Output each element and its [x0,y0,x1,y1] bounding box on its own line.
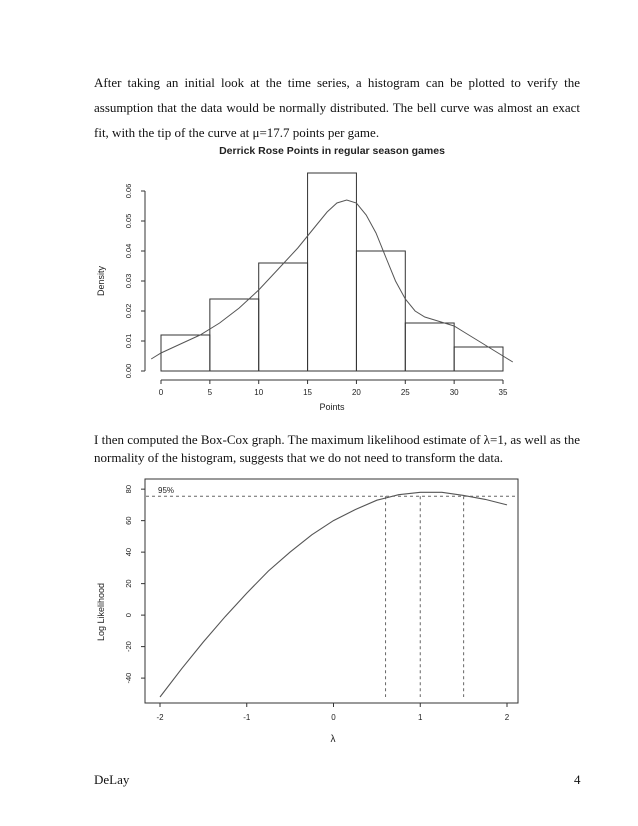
histogram-x-tick-label: 35 [498,388,508,397]
histogram-y-tick-label: 0.02 [124,303,133,319]
log-likelihood-curve [160,492,507,697]
boxcox-y-tick-label: 40 [124,547,133,557]
histogram-title: Derrick Rose Points in regular season games [219,145,445,157]
histogram-x-tick-label: 30 [449,388,459,397]
histogram-y-tick-label: 0.06 [124,183,133,199]
boxcox-x-tick-label: -1 [243,713,251,722]
histogram-bar [210,299,259,371]
boxcox-x-tick-label: 2 [504,713,510,722]
boxcox-chart [0,472,638,750]
boxcox-plot-area [124,479,518,722]
boxcox-y-tick-label: 80 [124,484,133,494]
histogram-bar [308,173,357,371]
histogram-x-tick-label: 0 [158,388,164,397]
boxcox-y-tick-label: 60 [124,516,133,525]
histogram-y-tick-label: 0.03 [124,273,133,289]
boxcox-x-tick-label: -2 [156,713,164,722]
histogram-y-tick-label: 0.04 [124,243,133,259]
footer-author: DeLay [94,772,130,787]
histogram-x-tick-label: 25 [400,388,410,397]
intro-paragraph: After taking an initial look at the time series, a histogram can be plotted to verify the assumption that the data would be normally distributed. The bell curve was almost an exact fit, with the tip of the curve at μ=17.7 points per game. [94,75,580,140]
histogram-y-tick-label: 0.05 [124,213,133,229]
histogram-bar [454,347,503,371]
boxcox-y-tick-label: -40 [124,672,133,684]
histogram-plot-area [124,173,513,397]
boxcox-y-tick-label: 20 [124,579,133,588]
histogram-x-tick-label: 15 [303,388,313,397]
ci-label: 95% [158,486,175,496]
boxcox-paragraph: I then computed the Box-Cox graph. The maximum likelihood estimate of λ=1, as well as the normality of the histogram, suggests that we do not need to transform the data. [94,432,580,465]
histogram-x-tick-label: 20 [351,388,361,397]
density-curve [151,200,513,362]
histogram-bar [161,335,210,371]
histogram-bar [356,251,405,371]
histogram-y-tick-label: 0.01 [124,333,133,349]
boxcox-y-axis-label: Log Likelihood [96,582,106,642]
histogram-x-axis-label: Points [319,402,345,412]
histogram-x-tick-label: 10 [254,388,264,397]
boxcox-x-tick-label: 0 [331,713,336,722]
histogram-bar [259,263,308,371]
boxcox-y-tick-label: 0 [124,613,133,618]
boxcox-x-axis-label: λ [330,734,336,745]
histogram-y-axis-label: Density [96,265,106,297]
histogram-x-tick-label: 5 [207,388,213,397]
histogram-bar [405,323,454,371]
histogram-chart [0,138,638,420]
footer-page-number: 4 [574,772,581,787]
histogram-y-tick-label: 0.00 [124,363,133,379]
boxcox-plot-frame [145,479,518,703]
boxcox-x-tick-label: 1 [418,713,423,722]
boxcox-y-tick-label: -20 [124,641,133,653]
